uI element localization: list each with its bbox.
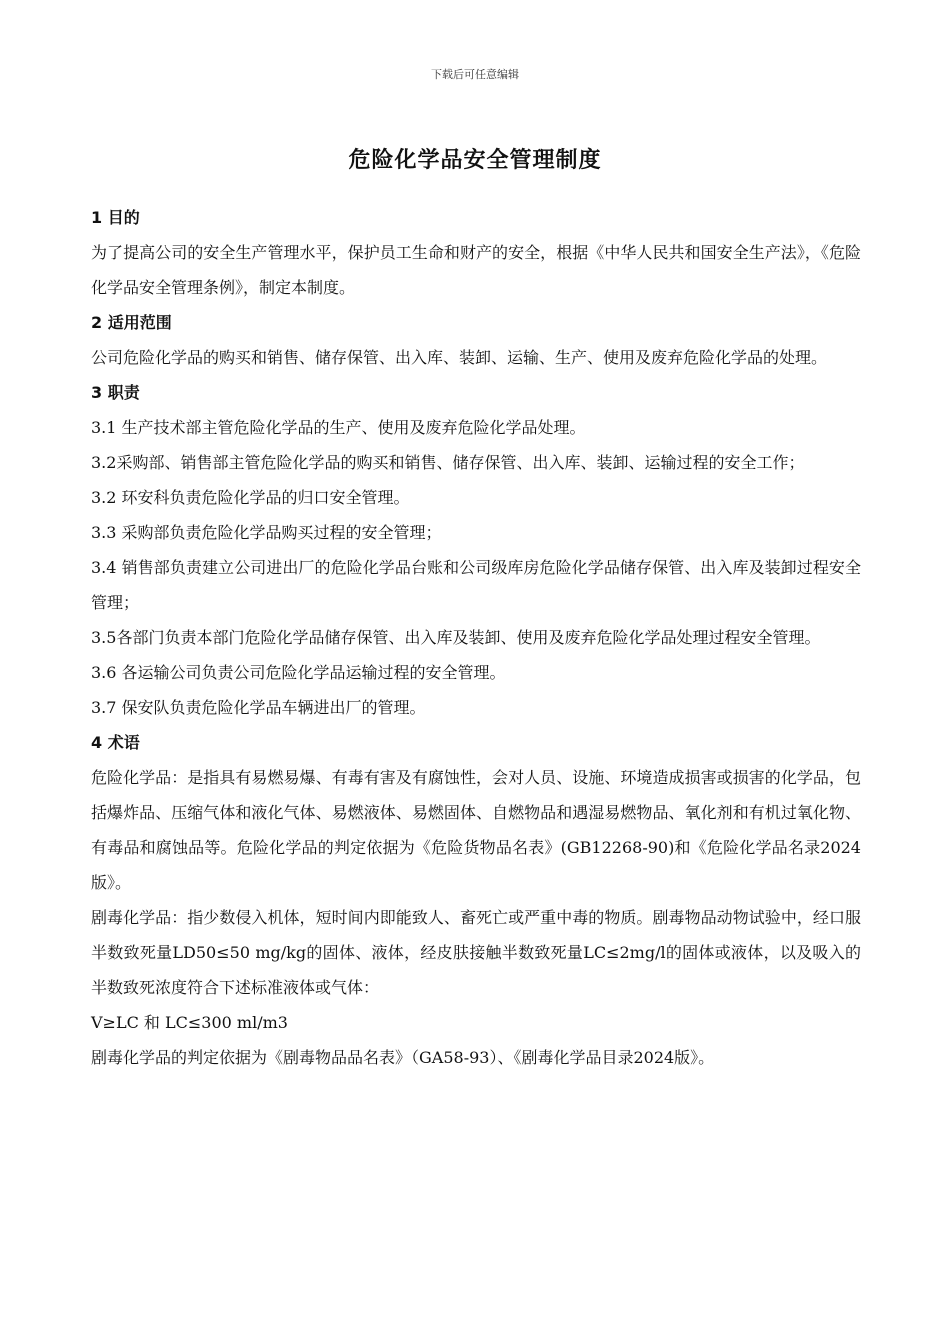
section-heading: 4 术语 [91,733,140,752]
paragraph: 3.3 采购部负责危险化学品购买过程的安全管理； [91,523,442,542]
formula-line: V≥LC 和 LC≤300 ml/m3 [91,1013,288,1032]
section-purpose [91,200,861,305]
paragraph: 3.4 销售部负责建立公司进出厂的危险化学品台账和公司级库房危险化学品储存保管、出入库及装卸过程安全管理； [91,558,861,612]
section-heading: 2 适用范围 [91,313,172,332]
paragraph: 公司危险化学品的购买和销售、储存保管、出入库、装卸、运输、生产、使用及废弃危险化学品的处理。 [91,348,828,367]
paragraph: 剧毒化学品：指少数侵入机体，短时间内即能致人、畜死亡或严重中毒的物质。剧毒物品动物试验中，经口服半数致死量LD50≤50 mg/kg的固体、液体，经皮肤接触半数致死量LC≤2mg/l的固体或液体，以及吸入的半数致死浓度符合下述标准液体或气体： [91,908,861,997]
section-responsibilities [91,375,861,725]
paragraph: 3.5各部门负责本部门危险化学品储存保管、出入库及装卸、使用及废弃危险化学品处理过程安全管理。 [91,628,821,647]
paragraph: 3.2 环安科负责危险化学品的归口安全管理。 [91,488,410,507]
document-title: 危险化学品安全管理制度 [348,148,602,173]
section-heading: 1 目的 [91,208,140,227]
paragraph: 为了提高公司的安全生产管理水平，保护员工生命和财产的安全，根据《中华人民共和国安全生产法》，《危险化学品安全管理条例》，制定本制度。 [91,243,861,297]
section-heading: 3 职责 [91,383,140,402]
section-scope [91,305,861,375]
paragraph: 剧毒化学品的判定依据为《剧毒物品品名表》（GA58-93）、《剧毒化学品目录2024版》。 [91,1048,715,1067]
document-body [91,200,861,1075]
paragraph: 3.2采购部、销售部主管危险化学品的购买和销售、储存保管、出入库、装卸、运输过程的安全工作； [91,453,805,472]
paragraph: 3.1 生产技术部主管危险化学品的生产、使用及废弃危险化学品处理。 [91,418,586,437]
paragraph: 3.7 保安队负责危险化学品车辆进出厂的管理。 [91,698,426,717]
paragraph: 3.6 各运输公司负责公司危险化学品运输过程的安全管理。 [91,663,506,682]
paragraph: 危险化学品：是指具有易燃易爆、有毒有害及有腐蚀性，会对人员、设施、环境造成损害或损害的化学品，包括爆炸品、压缩气体和液化气体、易燃液体、易燃固体、自燃物品和遇湿易燃物品、氧化剂和有机过氧化物、有毒品和腐蚀品等。危险化学品的判定依据为《危险货物品名表》(GB12268-90)和《危险化学品名录2024版》。 [91,768,861,892]
section-terms [91,725,861,1075]
header-note: 下载后可任意编辑 [431,68,519,81]
